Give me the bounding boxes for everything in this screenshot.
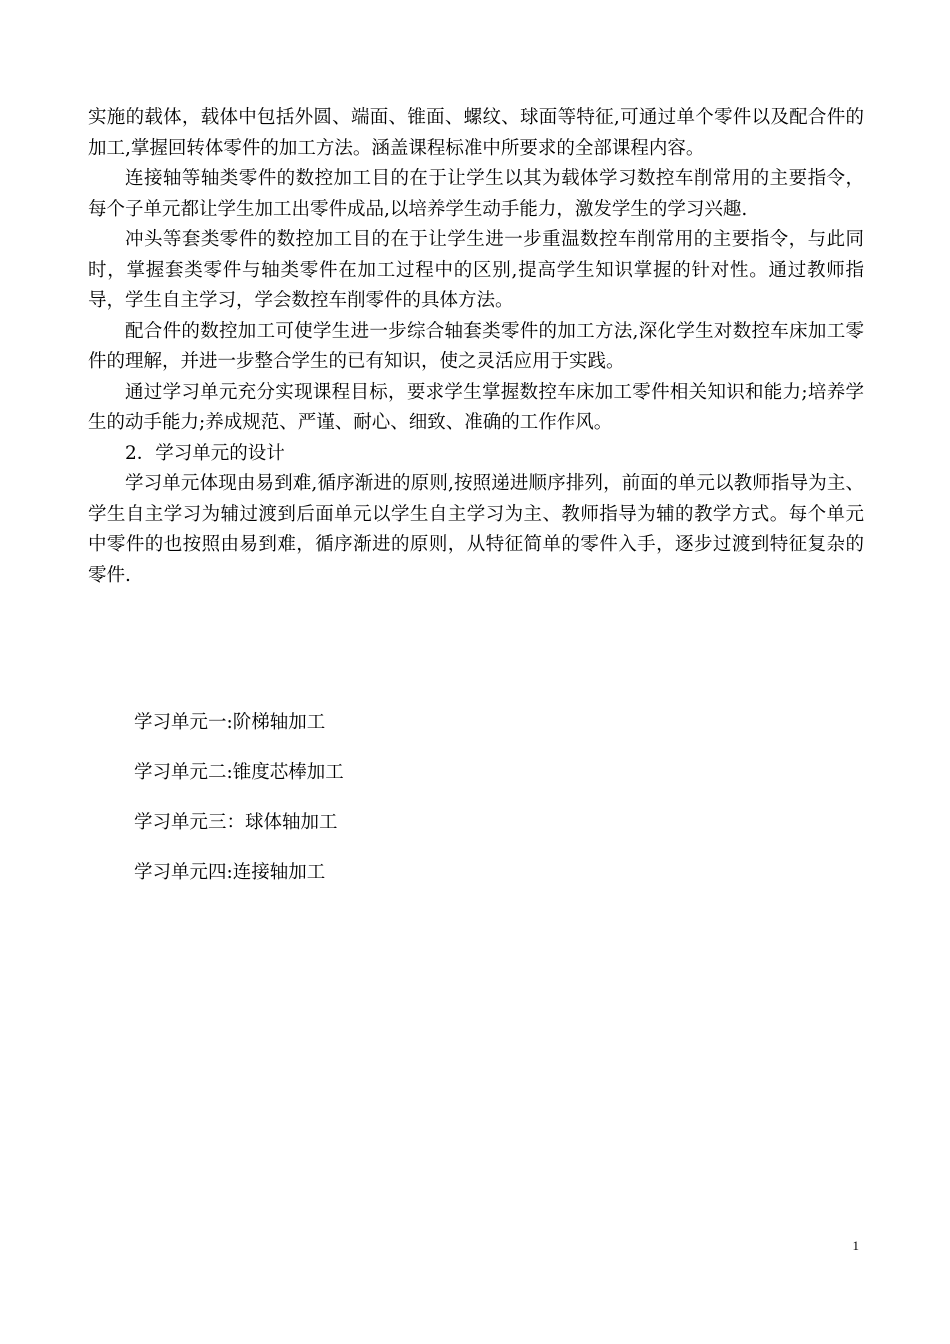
learning-unit-2 [134, 758, 344, 808]
paragraph-shaft-parts: 连接轴等轴类零件的数控加工目的在于让学生以其为载体学习数控车削常用的主要指令，每个子单元都让学生加工出零件成品,以培养学生动手能力，激发学生的学习兴趣. [88, 168, 864, 220]
page-number: 1 [852, 1238, 859, 1253]
paragraph-mating-parts: 配合件的数控加工可使学生进一步综合轴套类零件的加工方法,深化学生对数控车床加工零件的理解，并进一步整合学生的已有知识，使之灵活应用于实践。 [88, 320, 864, 372]
body-text [88, 103, 864, 591]
paragraph-course-goals: 通过学习单元充分实现课程目标，要求学生掌握数控车床加工零件相关知识和能力;培养学生的动手能力;养成规范、严谨、耐心、细致、准确的工作作风。 [88, 381, 864, 433]
paragraph-sleeve-parts: 冲头等套类零件的数控加工目的在于让学生进一步重温数控车削常用的主要指令，与此同时，掌握套类零件与轴类零件在加工过程中的区别,提高学生知识掌握的针对性。通过教师指导，学生自主学习，学会数控车削零件的具体方法。 [88, 229, 864, 311]
unit-prefix: 学习单元二: [134, 762, 233, 783]
unit-name: 阶梯轴加工 [232, 712, 326, 733]
learning-unit-3 [134, 808, 344, 858]
learning-unit-1 [134, 708, 344, 758]
unit-name: 球体轴加工 [245, 812, 338, 833]
unit-prefix: 学习单元三： [134, 812, 246, 833]
unit-name: 锥度芯棒加工 [232, 762, 344, 783]
learning-unit-4 [134, 858, 344, 908]
paragraph-unit-design: 学习单元体现由易到难,循序渐进的原则,按照递进顺序排列，前面的单元以教师指导为主、学生自主学习为辅过渡到后面单元以学生自主学习为主、教师指导为辅的教学方式。每个单元中零件的也按照由易到难，循序渐进的原则，从特征简单的零件入手，逐步过渡到特征复杂的零件. [88, 473, 864, 586]
unit-prefix: 学习单元四: [134, 862, 233, 883]
paragraph-carrier-features: 实施的载体，载体中包括外圆、端面、锥面、螺纹、球面等特征,可通过单个零件以及配合件的加工,掌握回转体零件的加工方法。涵盖课程标准中所要求的全部课程内容。 [88, 107, 864, 159]
section-heading-unit-design: 2．学习单元的设计 [125, 442, 285, 464]
learning-units-list [134, 708, 344, 908]
unit-name: 连接轴加工 [232, 862, 326, 883]
unit-prefix: 学习单元一: [134, 712, 233, 733]
